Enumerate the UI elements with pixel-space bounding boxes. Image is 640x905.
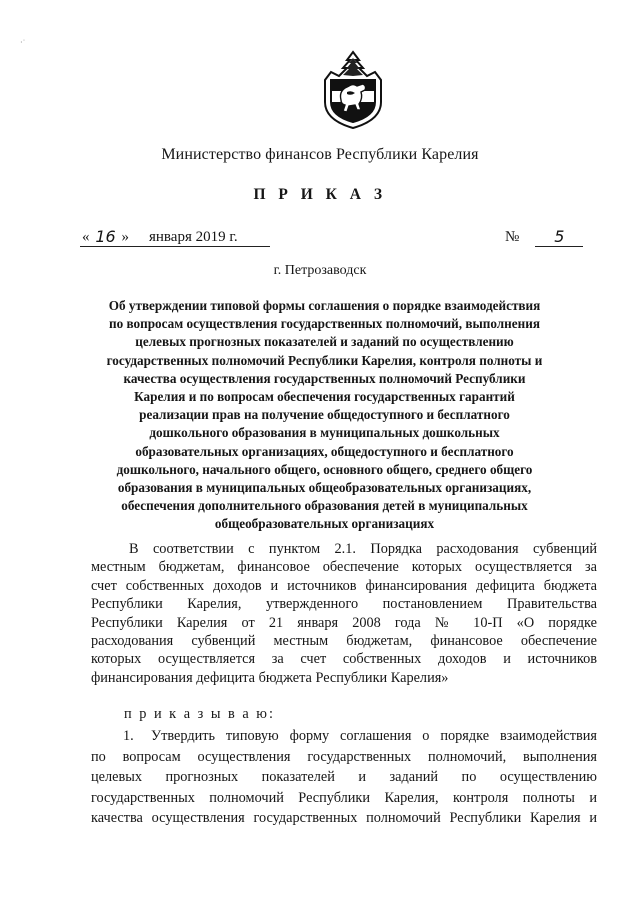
item-line — [91, 726, 597, 747]
item-line: государственных полномочий Республики Карелия, контроля полноты и — [91, 789, 597, 806]
scan-mark: ·˙ — [20, 38, 26, 47]
subject-line: государственных полномочий Республики Карелия, контроля полноты и — [106, 352, 543, 368]
date-underline — [80, 246, 270, 247]
city: г. Петрозаводск — [273, 263, 367, 278]
number-value-handwritten: 5 — [554, 227, 565, 246]
order-date — [80, 227, 238, 246]
subject-line: дошкольного, начального общего, основного общего, среднего общего — [116, 461, 533, 477]
subject-line: реализации прав на получение общедоступного и бесплатного — [139, 407, 510, 423]
coat-of-arms-icon — [323, 50, 383, 130]
order-word: п р и к а з ы в а ю: — [124, 706, 275, 722]
preamble-line: расходования субвенций местным бюджетам, финансовое обеспечение — [91, 633, 597, 650]
preamble-line: В соответствии с пунктом 2.1. Порядка расходования субвенций — [129, 541, 597, 557]
subject-line: по вопросам осуществления государственных полномочий, выполнения — [109, 316, 540, 332]
item-line: по вопросам осуществления государственных полномочий, выполнения — [91, 748, 597, 765]
order-number — [505, 227, 579, 246]
subject-line: целевых прогнозных показателей и заданий по осуществлению — [135, 334, 514, 350]
ministry-name: Министерство финансов Республики Карелия — [161, 146, 479, 163]
order-subject — [87, 297, 562, 534]
subject-line: образовательных организациях, общедоступного и бесплатного — [135, 443, 514, 459]
subject-line: Карелия и по вопросам обеспечения государственных гарантий — [134, 389, 515, 405]
subject-line: образования в муниципальных общеобразовательных организациях, — [117, 480, 532, 496]
date-month-year: января 2019 г. — [149, 229, 238, 245]
subject-line: качества осуществления государственных полномочий Республики — [123, 370, 526, 386]
number-underline — [535, 246, 583, 247]
preamble-line: финансирования дефицита бюджета Республики Карелия» — [91, 669, 449, 686]
subject-line: обеспечения дополнительного образования детей в муниципальных — [121, 498, 528, 514]
date-open-quote: « — [82, 229, 90, 245]
item-number: 1. — [123, 728, 134, 744]
date-day-handwritten: 16 — [95, 227, 116, 246]
preamble-line: Республики Карелия, утвержденного постановлением Правительства — [91, 596, 597, 613]
preamble-paragraph — [91, 540, 597, 687]
subject-line: дошкольного образования в муниципальных дошкольных — [149, 425, 500, 441]
order-item-1 — [91, 726, 597, 829]
preamble-line: которых осуществляется за счет собственных доходов и источников — [91, 651, 597, 668]
subject-line: Об утверждении типовой формы соглашения о порядке взаимодействия — [108, 298, 541, 313]
item-line: целевых прогнозных показателей и заданий по осуществлению — [91, 769, 597, 786]
preamble-line: Республики Карелия от 21 января 2008 года № 10-П «О порядке — [91, 614, 597, 631]
date-close-quote: » — [121, 229, 129, 245]
subject-line: общеобразовательных организациях — [214, 516, 435, 532]
preamble-line: местным бюджетам, финансовое обеспечение которых осуществляется за — [91, 559, 597, 576]
document-type-title: П Р И К А З — [253, 186, 387, 203]
item-line: качества осуществления государственных полномочий Республики Карелия и — [91, 810, 597, 827]
preamble-line: счет собственных доходов и источников финансирования дефицита бюджета — [91, 577, 597, 594]
item-text: Утвердить типовую форму соглашения о порядке взаимодействия — [151, 728, 597, 744]
number-label: № — [505, 229, 520, 245]
